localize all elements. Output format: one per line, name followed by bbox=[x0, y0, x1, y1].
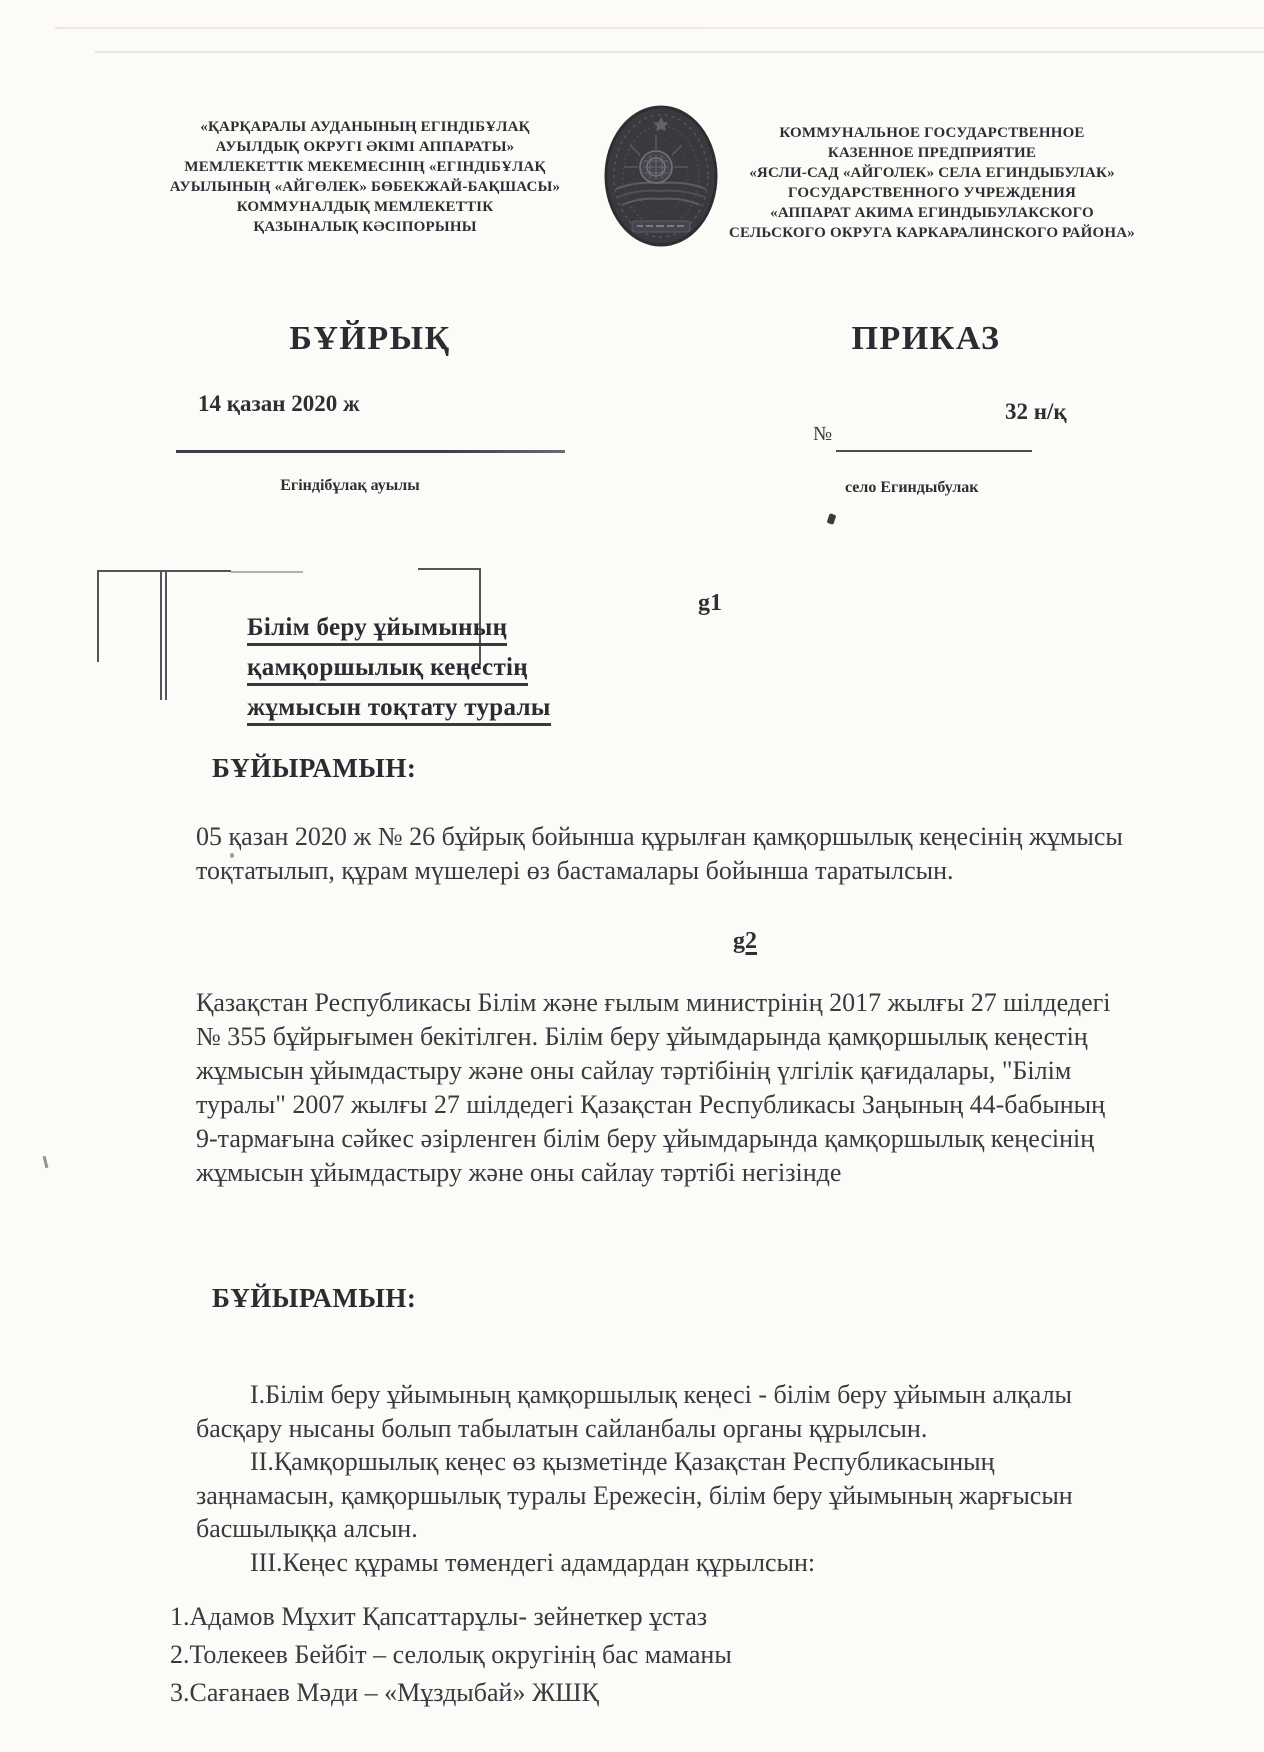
org-name-line: ГОСУДАРСТВЕННОГО УЧРЕЖДЕНИЯ bbox=[788, 185, 1076, 201]
council-member: 2.Толекеев Бейбіт – селолық округінің бас маманы bbox=[170, 1640, 732, 1669]
resolution-item: III.Кеңес құрамы төмендегі адамдардан құрылсын: bbox=[250, 1547, 816, 1577]
org-name-line: МЕМЛЕКЕТТІК МЕКЕМЕСІНІҢ «ЕГІНДІБҰЛАҚ bbox=[184, 159, 546, 175]
org-name-line: ҚАЗЫНАЛЫҚ КӘСІПОРЫНЫ bbox=[253, 219, 477, 235]
org-name-line: «АППАРАТ АКИМА ЕГИНДЫБУЛАКСКОГО bbox=[770, 205, 1094, 221]
scan-artifact-line bbox=[165, 570, 167, 700]
subject-line: қамқоршылық кеңестің bbox=[247, 654, 528, 686]
order-number: 32 н/қ bbox=[1005, 399, 1067, 424]
section-mark-g2: g2 bbox=[733, 928, 757, 954]
org-name-line: КОММУНАЛДЫҚ МЕМЛЕКЕТТІК bbox=[236, 199, 494, 215]
org-name-russian bbox=[722, 123, 1142, 243]
subject-line: жұмысын тоқтату туралы bbox=[247, 694, 551, 726]
resolution-item: I.Білім беру ұйымының қамқоршылық кеңесі - білім беру ұйымын алқалы басқару нысаны болып табылатын сайланбалы органы құрылсын. bbox=[196, 1380, 1073, 1443]
paragraph-1: 05 қазан 2020 ж № 26 бұйрық бойынша құрылған қамқоршылық кеңесінің жұмысы тоқтатылып, құрам мүшелері өз бастамалары бойынша таратылсын. bbox=[196, 822, 1123, 885]
org-name-kazakh bbox=[160, 117, 570, 237]
number-sign: № bbox=[813, 423, 833, 445]
scan-artifact-line bbox=[97, 570, 231, 572]
council-member-list bbox=[170, 1598, 732, 1712]
place-kazakh: Егіндібұлақ ауылы bbox=[280, 477, 420, 494]
number-blank-line bbox=[836, 450, 1032, 452]
order-date: 14 қазан 2020 ж bbox=[198, 391, 360, 416]
scan-artifact-line bbox=[418, 568, 481, 570]
council-member: 1.Адамов Мұхит Қапсаттарұлы- зейнеткер ұстаз bbox=[170, 1602, 708, 1631]
resolve-heading-2: БҰЙЫРАМЫН: bbox=[212, 1283, 417, 1313]
date-rule-line bbox=[176, 450, 565, 453]
order-subject bbox=[247, 614, 807, 734]
kazakhstan-emblem-icon bbox=[604, 105, 718, 247]
org-name-line: АУЫЛЫНЫҢ «АЙГӨЛЕК» БӨБЕКЖАЙ-БАҚШАСЫ» bbox=[169, 179, 561, 195]
council-member: 3.Сағанаев Мәди – «Мұздыбай» ЖШҚ bbox=[170, 1678, 599, 1707]
resolve-heading-1: БҰЙЫРАМЫН: bbox=[212, 753, 417, 783]
scan-speck bbox=[827, 513, 837, 525]
org-name-line: СЕЛЬСКОГО ОКРУГА КАРКАРАЛИНСКОГО РАЙОНА» bbox=[729, 225, 1135, 241]
scan-streak bbox=[55, 27, 1264, 29]
resolution-list bbox=[196, 1378, 1131, 1579]
scan-artifact-line bbox=[97, 570, 99, 662]
subject-line: Білім беру ұйымының bbox=[247, 614, 507, 646]
place-russian: село Егиндыбулак bbox=[845, 479, 979, 496]
org-name-line: КАЗЕННОЕ ПРЕДПРИЯТИЕ bbox=[827, 145, 1037, 161]
org-name-line: АУЫЛДЫҚ ОКРУГІ ӘКІМІ АППАРАТЫ» bbox=[215, 139, 515, 155]
order-title-russian: ПРИКАЗ bbox=[851, 320, 1001, 357]
scan-artifact-line bbox=[231, 571, 303, 573]
scan-artifact-line bbox=[160, 570, 162, 700]
section-mark-g1: g1 bbox=[698, 590, 722, 616]
order-title-kazakh: БҰЙРЫҚ bbox=[289, 320, 451, 357]
org-name-line: «ҚАРҚАРАЛЫ АУДАНЫНЫҢ ЕГІНДІБҰЛАҚ bbox=[200, 119, 530, 135]
org-name-line: «ЯСЛИ-САД «АЙГОЛЕК» СЕЛА ЕГИНДЫБУЛАК» bbox=[749, 165, 1115, 181]
scan-speck bbox=[43, 1156, 49, 1168]
paragraph-2: Қазақстан Республикасы Білім және ғылым министрінің 2017 жылғы 27 шілдедегі № 355 бұйрығымен бекітілген. Білім беру ұйымдарында қамқоршылық кеңестің жұмысын ұйымдастыру және оны сайлау тәртібінің үлгілік қағидалары, "Білім туралы" 2007 жылғы 27 шілдедегі Қазақстан Республикасы Заңының 44-бабының 9-тармағына сәйкес әзірленген білім беру ұйымдарында қамқоршылық кеңесінің жұмысын ұйымдастыру және оны сайлау тәртібі негізінде bbox=[196, 988, 1111, 1187]
resolution-item: II.Қамқоршылық кеңес өз қызметінде Қазақстан Республикасының заңнамасын, қамқоршылық туралы Ережесін, білім беру ұйымының жарғысын басшылыққа алсын. bbox=[196, 1447, 1073, 1543]
org-name-line: КОММУНАЛЬНОЕ ГОСУДАРСТВЕННОЕ bbox=[779, 125, 1085, 141]
scan-streak bbox=[95, 51, 1264, 53]
